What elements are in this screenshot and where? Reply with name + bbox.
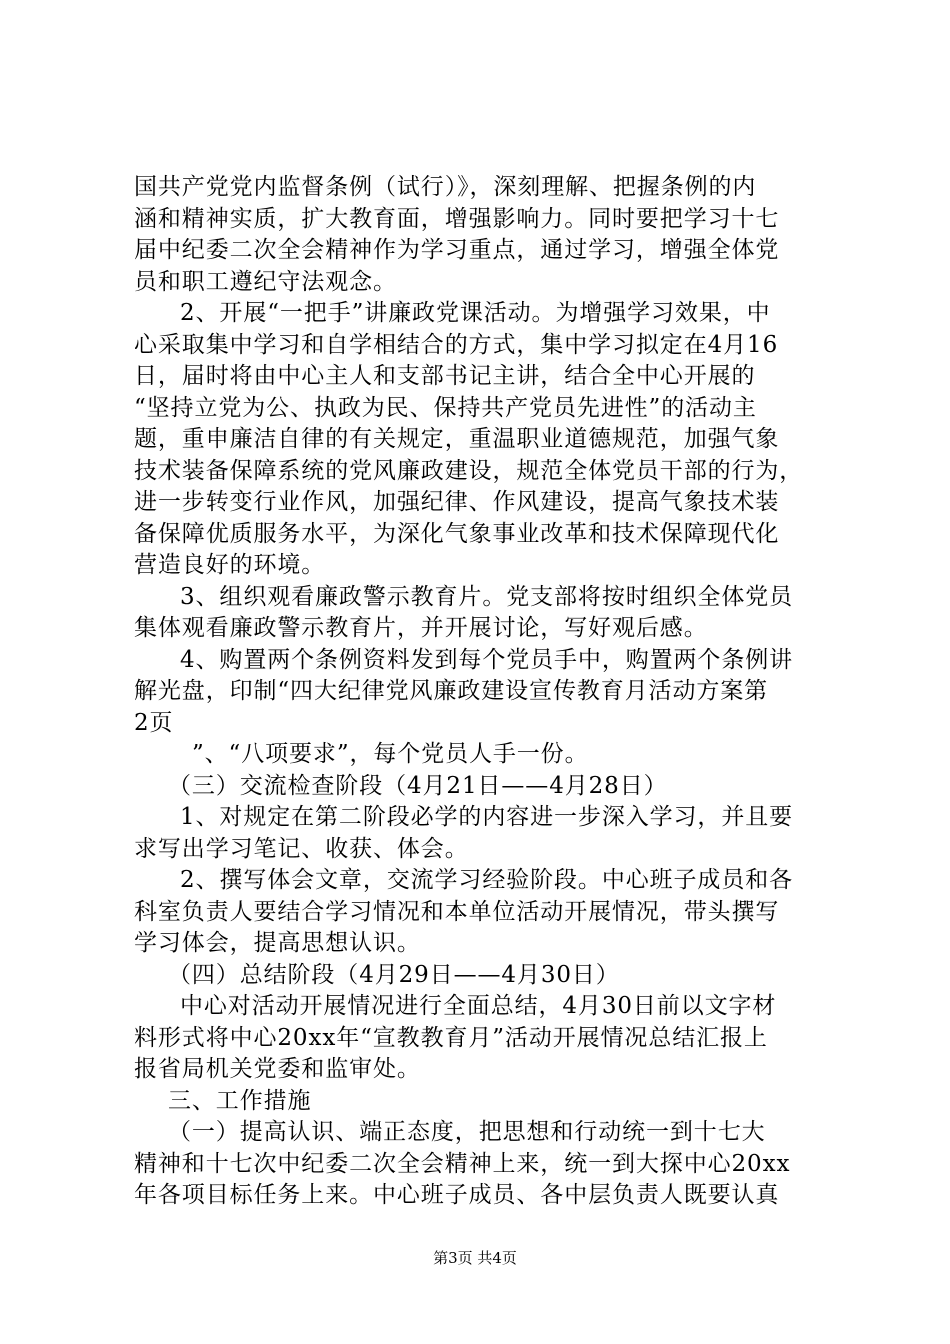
text-line: 日，届时将由中心主人和支部书记主讲，结合全中心开展的 bbox=[134, 363, 756, 389]
text-line: 营造良好的环境。 bbox=[134, 552, 326, 578]
text-line: 员和职工遵纪守法观念。 bbox=[134, 268, 397, 295]
text-line: 备保障优质服务水平，为深化气象事业改革和技术保障现代化 bbox=[134, 520, 780, 547]
document-body bbox=[134, 172, 834, 1212]
text-line: 涵和精神实质，扩大教育面，增强影响力。同时要把学习十七 bbox=[134, 205, 780, 232]
text-line: 料形式将中心20xx年“宣教教育月”活动开展情况总结汇报上 bbox=[134, 1024, 768, 1051]
text-line: 国共产党党内监督条例（试行）》，深刻理解、把握条例的内 bbox=[134, 174, 757, 200]
text-line: 解光盘，印制“四大纪律党风廉政建设宣传教育月活动方案第 bbox=[134, 678, 769, 704]
text-line: 技术装备保障系统的党风廉政建设，规范全体党员干部的行为， bbox=[134, 457, 804, 484]
paragraph-start-line: ”、“八项要求”，每个党员人手一份。 bbox=[192, 741, 589, 767]
text-line: 届中纪委二次全会精神作为学习重点，通过学习，增强全体党 bbox=[134, 237, 780, 263]
paragraph-start-line: （一）提高认识、端正态度，把思想和行动统一到十七大 bbox=[168, 1119, 766, 1145]
paragraph-start-line: 中心对活动开展情况进行全面总结，4月30日前以文字材 bbox=[180, 993, 777, 1019]
section-heading: （四）总结阶段（4月29日——4月30日） bbox=[168, 961, 620, 988]
text-line: “坚持立党为公、执政为民、保持共产党员先进性”的活动主 bbox=[134, 394, 757, 421]
text-line: 年各项目标任务上来。中心班子成员、各中层负责人既要认真 bbox=[134, 1182, 780, 1208]
text-line: 集体观看廉政警示教育片，并开展讨论，写好观后感。 bbox=[134, 615, 708, 641]
text-line: 求写出学习笔记、收获、体会。 bbox=[134, 835, 469, 862]
text-line: 精神和十七次中纪委二次全会精神上来，统一到大探中心20xx bbox=[134, 1150, 791, 1177]
text-line: 报省局机关党委和监审处。 bbox=[134, 1056, 421, 1082]
page-number-footer: 第3页 共4页 bbox=[433, 1249, 517, 1267]
paragraph-start-line: 4、购置两个条例资料发到每个党员手中，购置两个条例讲 bbox=[180, 646, 794, 673]
section-heading: （三）交流检查阶段（4月21日——4月28日） bbox=[168, 772, 668, 799]
text-line: 进一步转变行业作风，加强纪律、作风建设，提高气象技术装 bbox=[134, 489, 780, 515]
text-line: 科室负责人要结合学习情况和本单位活动开展情况，带头撰写 bbox=[134, 898, 780, 925]
text-line: 学习体会，提高思想认识。 bbox=[134, 930, 421, 956]
text-line: 2页 bbox=[134, 709, 174, 736]
paragraph-start-line: 2、开展“一把手”讲廉政党课活动。为增强学习效果，中 bbox=[180, 300, 771, 326]
paragraph-start-line: 1、对规定在第二阶段必学的内容进一步深入学习，并且要 bbox=[180, 804, 794, 830]
text-line: 题，重申廉洁自律的有关规定，重温职业道德规范，加强气象 bbox=[134, 426, 780, 452]
text-line: 心采取集中学习和自学相结合的方式，集中学习拟定在4月16 bbox=[134, 331, 779, 358]
paragraph-start-line: 3、组织观看廉政警示教育片。党支部将按时组织全体党员 bbox=[180, 583, 794, 610]
paragraph-start-line: 2、撰写体会文章，交流学习经验阶段。中心班子成员和各 bbox=[180, 867, 794, 893]
section-heading: 三、工作措施 bbox=[168, 1087, 312, 1114]
